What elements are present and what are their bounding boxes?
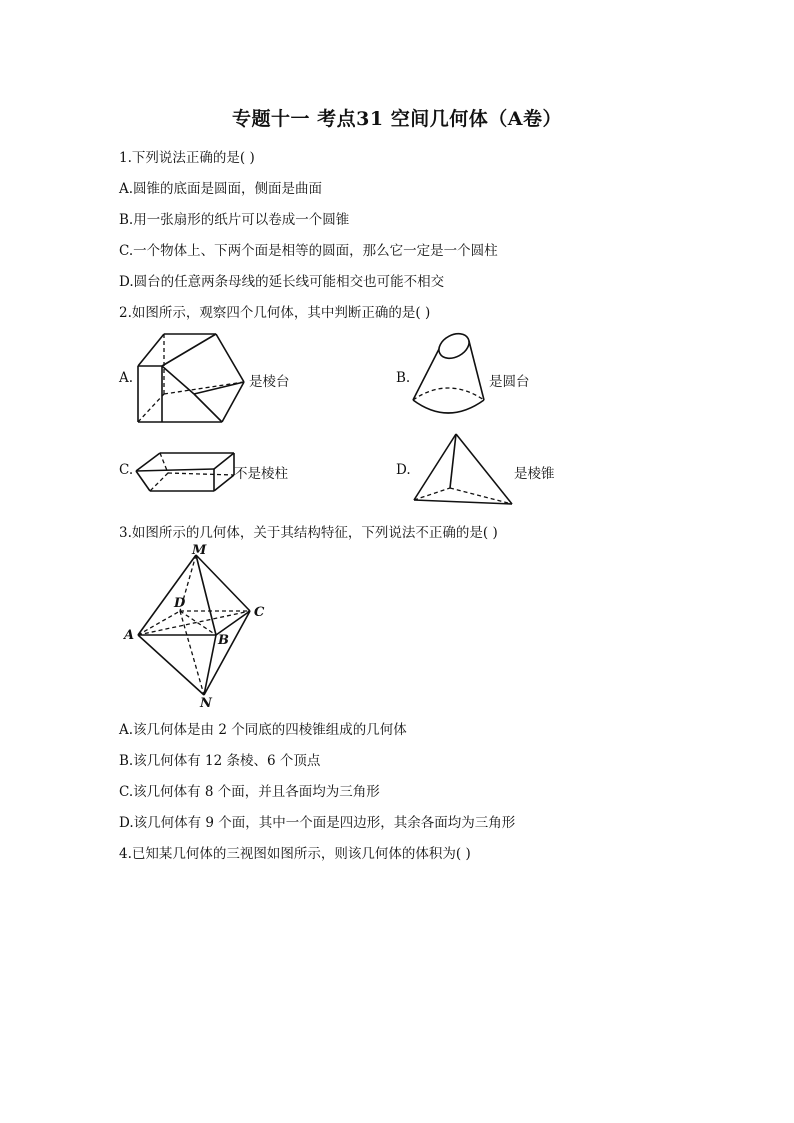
q3-octahedron-diagram xyxy=(118,543,278,711)
q2-figure-d-letter: D. xyxy=(396,462,411,478)
q1-option-d: D.圆台的任意两条母线的延长线可能相交也可能不相交 xyxy=(119,274,445,290)
q2-figure-c-slanted-prism-diagram xyxy=(132,447,238,495)
q3-stem: 3.如图所示的几何体，关于其结构特征，下列说法不正确的是( ) xyxy=(119,525,498,541)
vertex-label-n: N xyxy=(200,696,212,711)
q2-figure-b-caption: 是圆台 xyxy=(489,374,530,390)
q2-figure-d-caption: 是棱锥 xyxy=(514,466,555,482)
q1-stem: 1.下列说法正确的是( ) xyxy=(119,150,255,166)
q1-option-a: A.圆锥的底面是圆面，侧面是曲面 xyxy=(119,181,323,197)
vertex-label-a: A xyxy=(124,628,135,643)
q2-stem: 2.如图所示，观察四个几何体，其中判断正确的是( ) xyxy=(119,305,431,321)
q3-option-b: B.该几何体有 12 条棱、6 个顶点 xyxy=(119,753,321,769)
q3-option-c: C.该几何体有 8 个面，并且各面均为三角形 xyxy=(119,784,380,800)
q2-figure-a-caption: 是棱台 xyxy=(249,374,290,390)
q2-figure-b-frustum-diagram xyxy=(408,330,490,420)
q3-option-d: D.该几何体有 9 个面，其中一个面是四边形，其余各面均为三角形 xyxy=(119,815,516,831)
page-title: 专题十一 考点31 空间几何体（A卷） xyxy=(232,108,562,130)
q2-figure-c-letter: C. xyxy=(119,462,134,478)
vertex-label-m: M xyxy=(192,543,207,558)
q4-stem: 4.已知某几何体的三视图如图所示，则该几何体的体积为( ) xyxy=(119,846,471,862)
q2-figure-d-pyramid-diagram xyxy=(410,430,516,508)
q2-figure-b-letter: B. xyxy=(396,370,411,386)
q1-option-b: B.用一张扇形的纸片可以卷成一个圆锥 xyxy=(119,212,350,228)
q2-figure-c-caption: 不是棱柱 xyxy=(234,466,288,482)
q2-figure-a-prism-diagram xyxy=(134,330,250,426)
q3-option-a: A.该几何体是由 2 个同底的四棱锥组成的几何体 xyxy=(119,722,407,738)
q2-figure-a-letter: A. xyxy=(119,370,134,386)
vertex-label-c: C xyxy=(254,605,265,620)
q1-option-c: C.一个物体上、下两个面是相等的圆面，那么它一定是一个圆柱 xyxy=(119,243,498,259)
vertex-label-b: B xyxy=(218,633,229,648)
vertex-label-d: D xyxy=(174,596,186,611)
